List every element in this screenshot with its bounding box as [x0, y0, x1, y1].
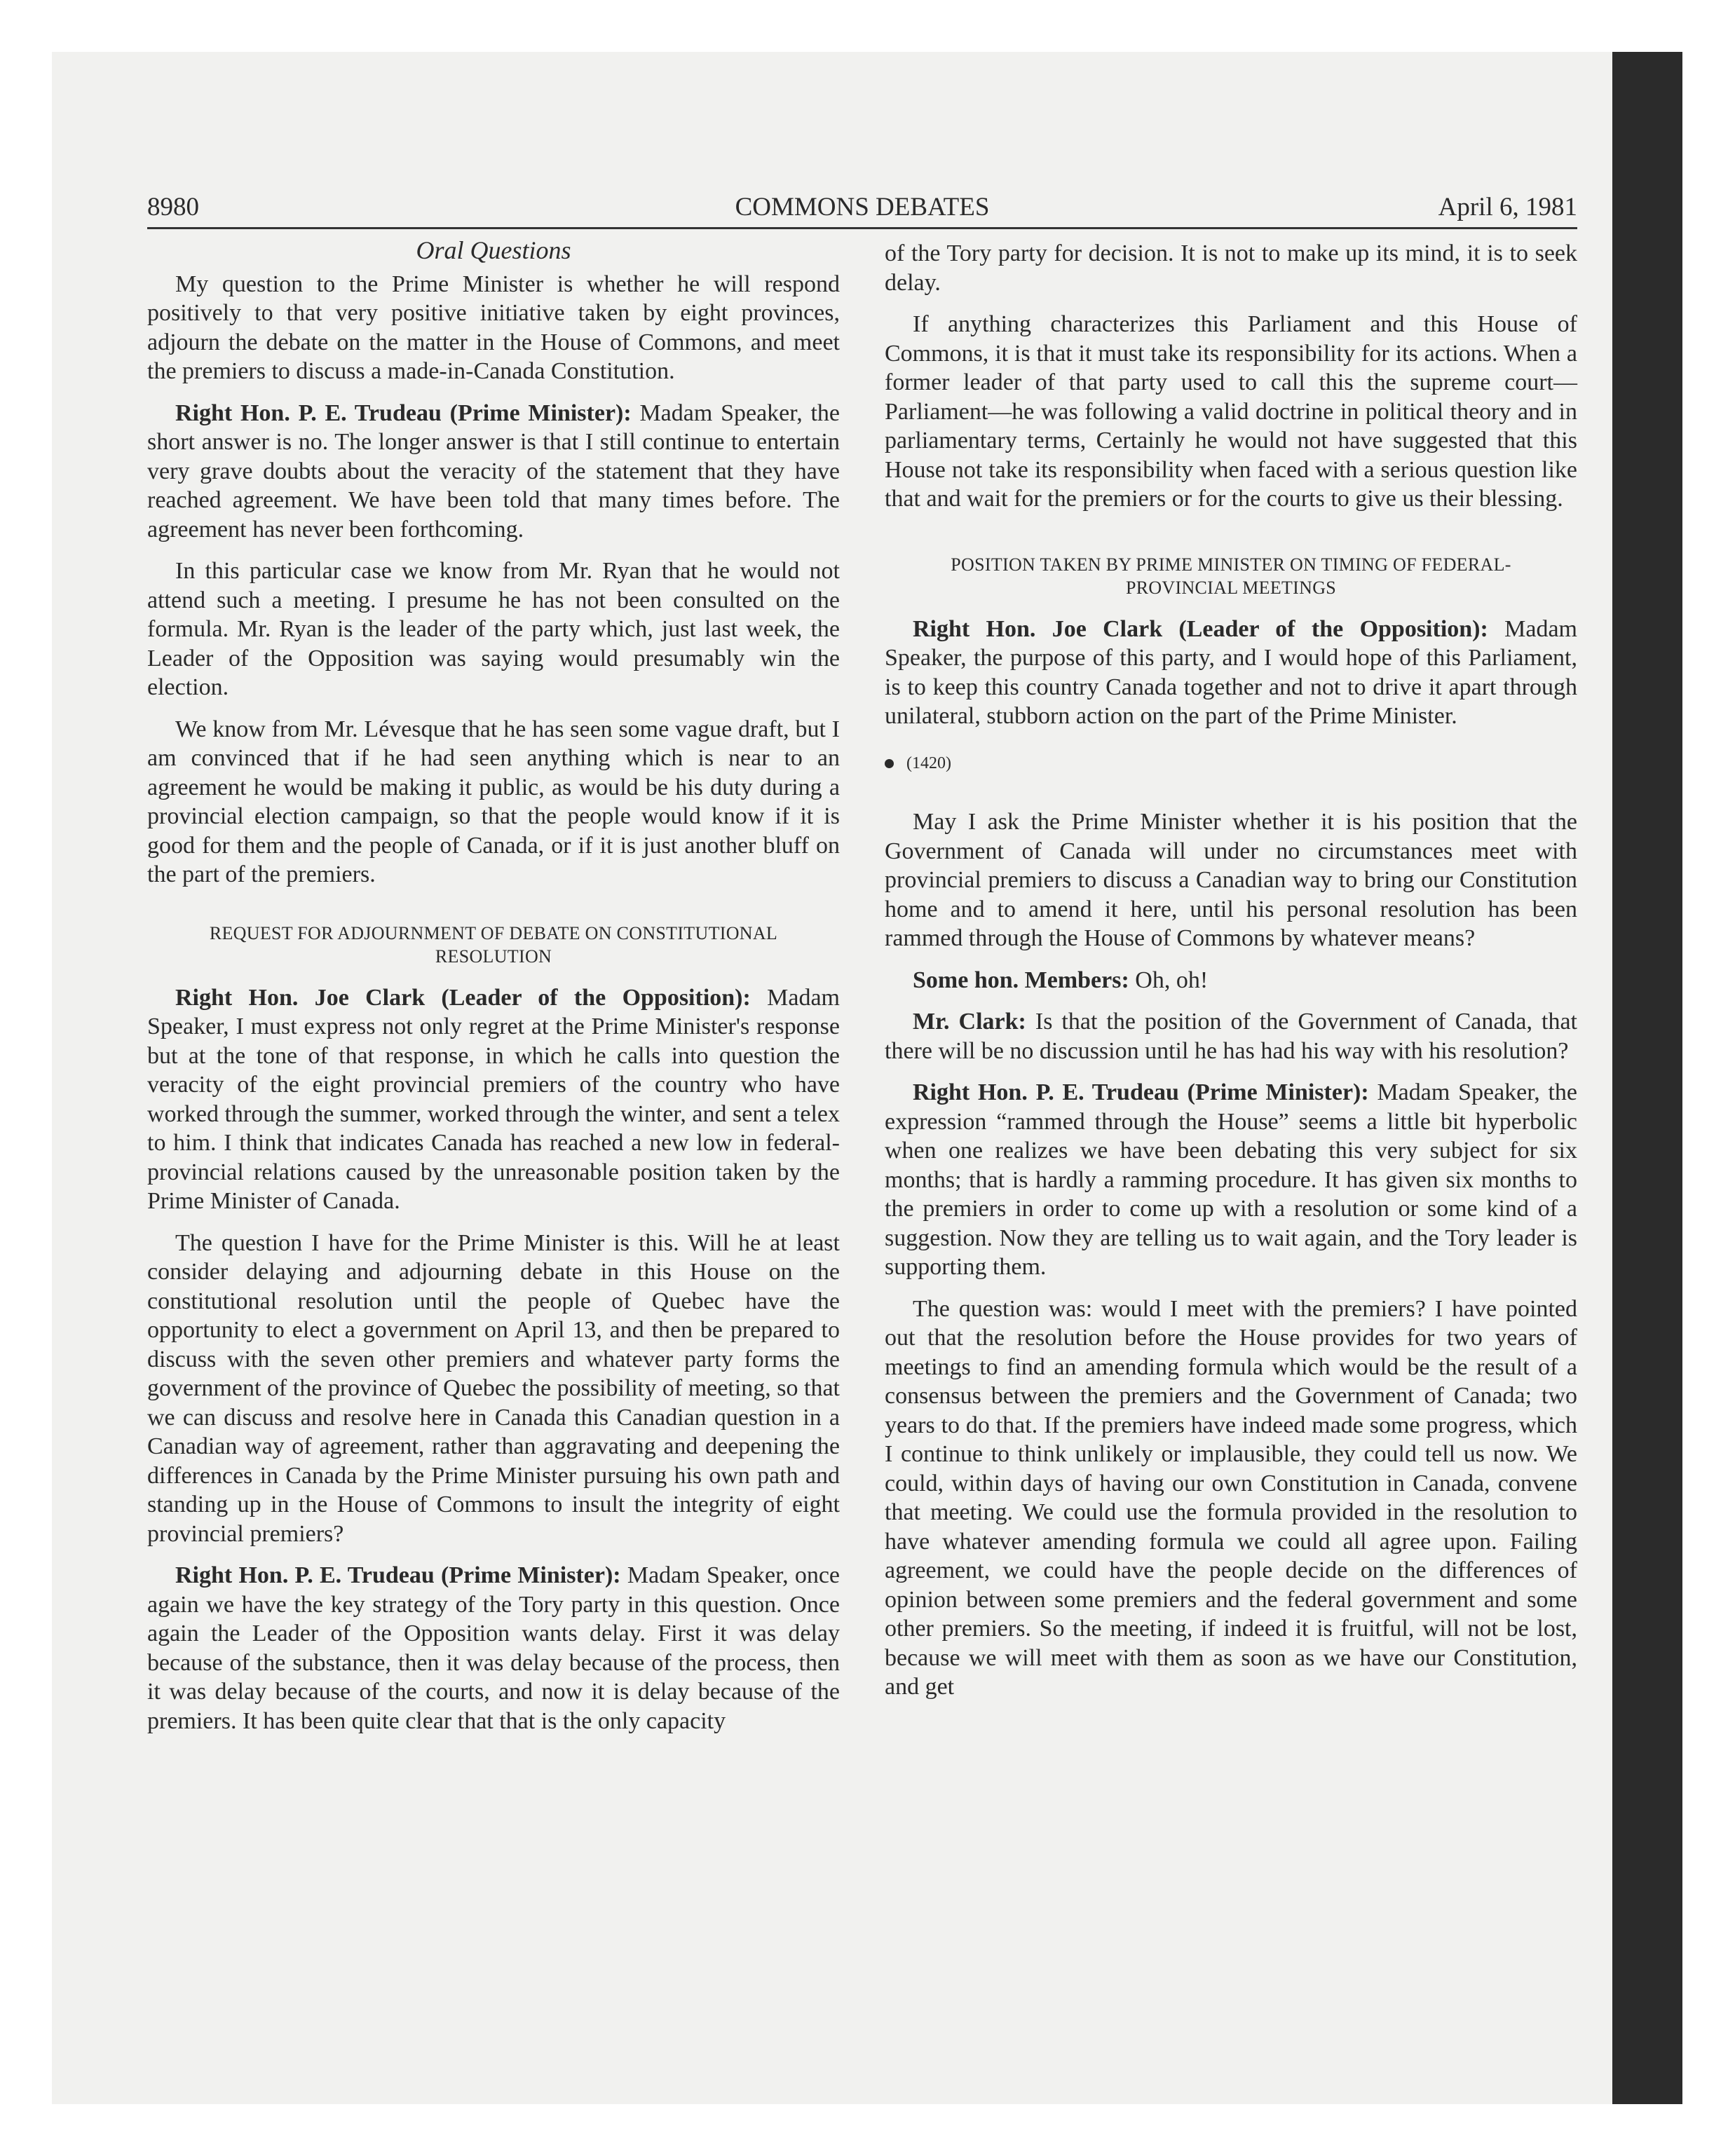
speaker-name: Right Hon. Joe Clark (Leader of the Opposition): — [913, 615, 1488, 642]
paragraph — [147, 1561, 840, 1735]
paragraph: In this particular case we know from Mr. Ryan that he would not attend such a meeting. I presume he has not been consulted on the formula. Mr. Ryan is the leader of the party which, just last week, the Leader of the Opposition was saying would presumably win the election. — [147, 558, 840, 700]
scan-edge-shadow — [1612, 52, 1682, 2104]
page-content — [147, 189, 1577, 1748]
issue-date: April 6, 1981 — [1438, 193, 1577, 221]
speaker-name: Some hon. Members: — [913, 967, 1129, 993]
speech-text: Madam Speaker, the purpose of this party, and I would hope of this Parliament, is to keep this country Canada together and not to drive it apart through unilateral, stubborn action on the part of the Prime Minister. — [885, 615, 1577, 729]
paragraph: May I ask the Prime Minister whether it is his position that the Government of Canada will under no circumstances meet with provincial premiers to discuss a Canadian way to bring our Constitution home and to amend it here, until his personal resolution has been rammed through the House of Commons by whatever means? — [885, 809, 1577, 951]
speaker-name: Mr. Clark: — [913, 1009, 1026, 1035]
paragraph: If anything characterizes this Parliament and this House of Commons, it is that it must take its responsibility for its actions. When a former leader of that party used to call this the supreme court—Parliament—he was following a valid doctrine in political theory and in parliamentary terms, Certainly he would not have suggested that this House not take its responsibility when faced with a serious question like that and wait for the premiers or for the courts to give us their blessing. — [885, 311, 1577, 512]
paragraph — [885, 1007, 1577, 1065]
speaker-name: Right Hon. Joe Clark (Leader of the Opposition): — [175, 984, 751, 1011]
running-header — [147, 189, 1577, 229]
two-column-body — [147, 233, 1577, 1748]
page-number: 8980 — [147, 193, 199, 221]
speech-text: Madam Speaker, the expression “rammed through the House” seems a little bit hyperbolic when one realizes we have been debating this very subject for six months; that is hardly a ramming procedure. It has given six months to the premiers in order to come up with a resolution or some kind of a suggestion. Now they are telling us to wait again, and the Tory leader is supporting them. — [885, 1079, 1577, 1280]
paragraph: of the Tory party for decision. It is not to make up its mind, it is to seek delay. — [885, 240, 1577, 296]
section-label: Oral Questions — [416, 236, 571, 264]
right-column — [885, 233, 1577, 1748]
paragraph: The question was: would I meet with the premiers? I have pointed out that the resolution before the House provides for two years of meetings to find an amending formula which would be the result of a consensus between the premiers and the Government of Canada; two years to do that. If the premiers have indeed made some progress, which I continue to think unlikely or implausible, they could tell us now. We could, within days of having our own Constitution in Canada, convene that meeting. We could use the formula provided in the resolution to have whatever amending formula we could all agree upon. Failing agreement, we could have the people decide on the differences of opinion between some premiers and the federal government and some other premiers. So the meeting, if indeed it is fruitful, will not be lost, because we will meet with them as soon as we have our Constitution, and get — [885, 1295, 1577, 1700]
speech-text: Oh, oh! — [1135, 967, 1209, 993]
speech-text: Madam Speaker, I must express not only regret at the Prime Minister's response but at the tone of that response, in which he calls into question the veracity of the eight provincial premiers of the country who have worked through the summer, worked through the winter, and sent a telex to him. I think that indicates Canada has reached a new low in federal-provincial relations caused by the unreasonable position taken by the Prime Minister of Canada. — [147, 984, 840, 1214]
subject-heading: POSITION TAKEN BY PRIME MINISTER ON TIMING OF FEDERAL-PROVINCIAL MEETINGS — [951, 554, 1511, 598]
speech-text: Madam Speaker, the short answer is no. The longer answer is that I still continue to entertain very grave doubts about the veracity of the statement that they have reached agreement. We have been told that many times before. The agreement has never been forthcoming. — [147, 400, 840, 543]
speech-text: Madam Speaker, once again we have the key strategy of the Tory party in this question. Once again the Leader of the Opposition wants delay. First it was delay because of the substance, then it was delay because of the process, then it was delay because of the courts, and now it is delay because of the premiers. It has been quite clear that that is the only capacity — [147, 1562, 840, 1734]
speech-text: Is that the position of the Government of Canada, that there will be no discussion until he has had his way with his resolution? — [885, 1009, 1577, 1064]
paragraph — [885, 1078, 1577, 1282]
bullet-dot-icon — [885, 759, 894, 768]
paragraph — [885, 966, 1577, 995]
subject-heading: REQUEST FOR ADJOURNMENT OF DEBATE ON CONSTITUTIONAL RESOLUTION — [209, 922, 778, 967]
speaker-name: Right Hon. P. E. Trudeau (Prime Minister): — [175, 1562, 621, 1588]
speaker-name: Right Hon. P. E. Trudeau (Prime Minister): — [913, 1079, 1369, 1105]
time-marker-text: (1420) — [906, 753, 951, 772]
journal-title: COMMONS DEBATES — [735, 193, 990, 221]
speaker-name: Right Hon. P. E. Trudeau (Prime Minister): — [175, 400, 632, 426]
paragraph — [147, 983, 840, 1216]
paragraph: The question I have for the Prime Minister is this. Will he at least consider delaying and adjourning debate in this House on the constitutional resolution until the people of Quebec have the opportunity to elect a government on April 13, and then be prepared to discuss with the seven other premiers and whatever party forms the government of the province of Quebec the possibility of meeting, so that we can discuss and resolve here in Canada this Canadian question in a Canadian way of agreement, rather than aggravating and deepening the differences in Canada by the Prime Minister pursuing his own path and standing up in the House of Commons to insult the integrity of eight provincial premiers? — [147, 1229, 840, 1547]
paragraph — [147, 399, 840, 545]
left-column — [147, 233, 840, 1748]
time-marker — [885, 749, 1577, 779]
paragraph — [885, 615, 1577, 731]
paragraph: We know from Mr. Lévesque that he has seen some vague draft, but I am convinced that if he had seen anything which is near to an agreement he would be making it public, as would be his duty during a provincial election campaign, so that the people would know if it is good for them and the people of Canada, or if it is just another bluff on the part of the premiers. — [147, 716, 840, 887]
paragraph: My question to the Prime Minister is whether he will respond positively to that very positive initiative taken by eight provinces, adjourn the debate on the matter in the House of Commons, and meet the premiers to discuss a made-in-Canada Constitution. — [147, 271, 840, 384]
